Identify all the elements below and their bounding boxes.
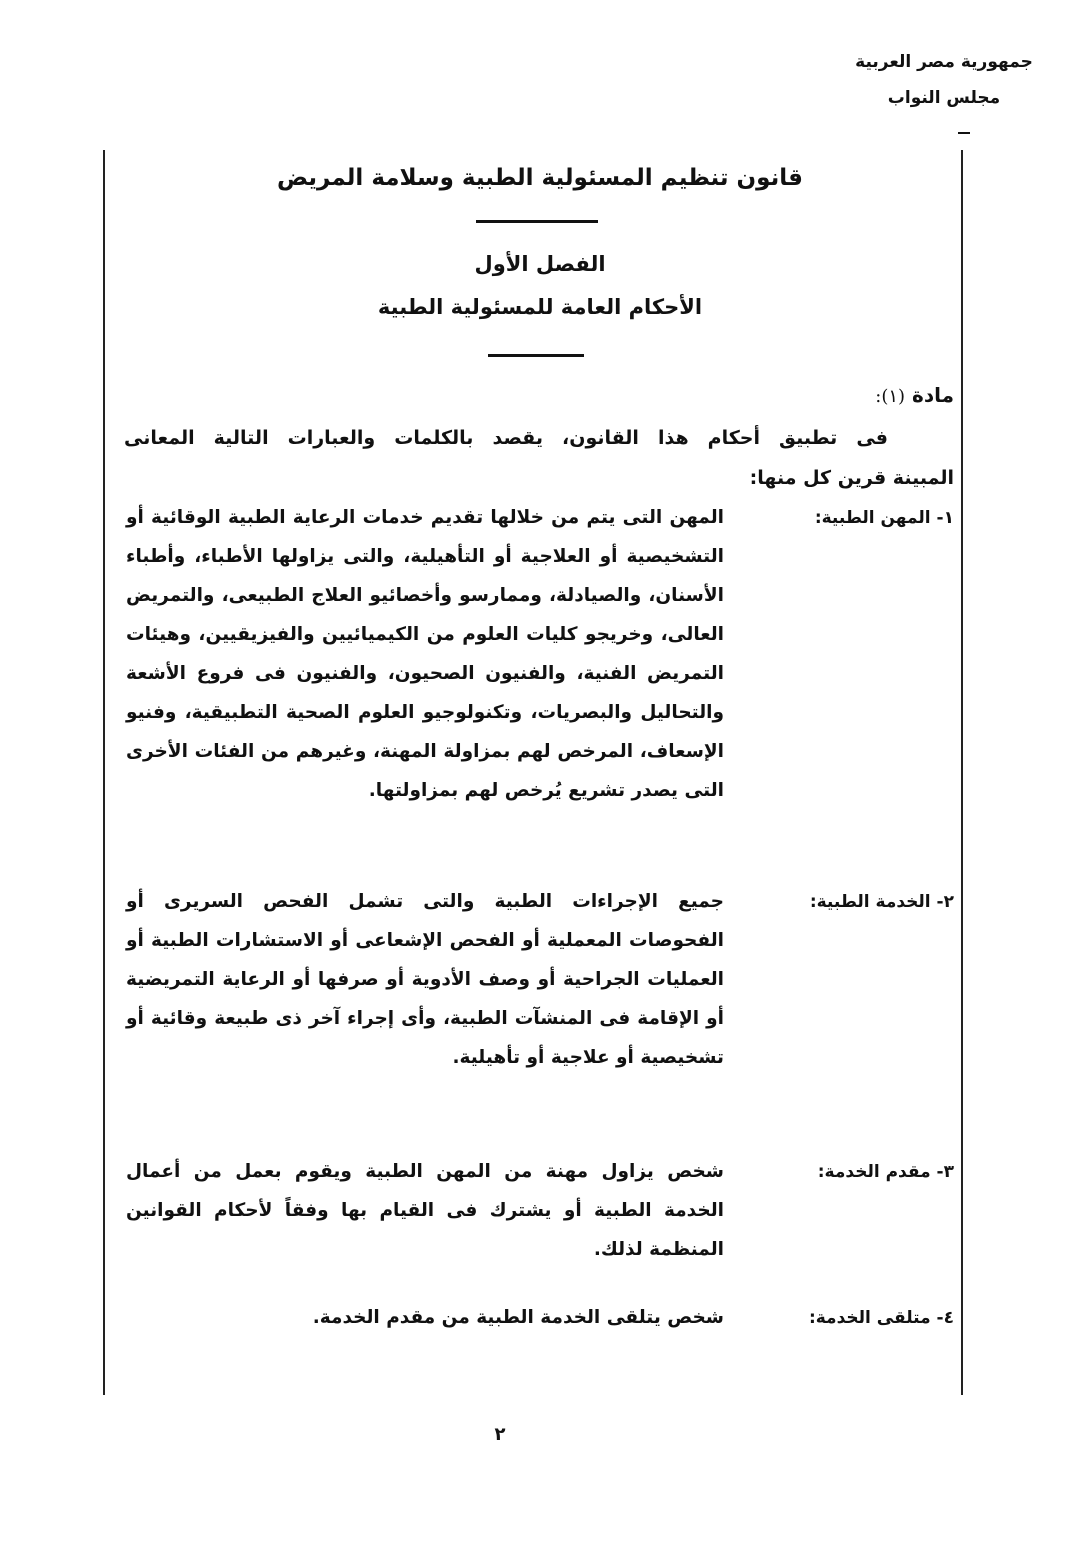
header-institution: مجلس النواب: [887, 88, 1001, 108]
chapter-divider: [488, 354, 584, 357]
page-number: ٢: [494, 1424, 506, 1445]
definition-text-4: شخص يتلقى الخدمة الطبية من مقدم الخدمة.: [312, 1307, 724, 1328]
right-margin-line: [961, 150, 963, 1395]
header-country: جمهورية مصر العربية: [855, 52, 1033, 72]
definition-term-4: ٤- متلقى الخدمة:: [808, 1308, 954, 1328]
definition-term-2: ٢- الخدمة الطبية:: [809, 892, 954, 912]
header-dash: [958, 132, 970, 134]
definition-term-3: ٣- مقدم الخدمة:: [817, 1162, 954, 1182]
law-title: قانون تنظيم المسئولية الطبية وسلامة المريض: [277, 165, 803, 191]
chapter-subtitle: الأحكام العامة للمسئولية الطبية: [377, 295, 703, 319]
definition-term-1: ١- المهن الطبية:: [814, 508, 954, 528]
article-label: مادة: [912, 383, 954, 407]
definition-text-1: المهن التى يتم من خلالها تقديم خدمات الرعاية الطبية الوقائية أو التشخيصية أو العلاجية أو التأهيلية، والتى يزاولها الأطباء، وأطباء الأسنان، والصيادلة، وممارسو وأخصائيو العلاج الطبيعى، والتمريض العالى، وخريجو كليات العلوم من الكيميائيين والفيزيقيين، وهيئات التمريض الفنية، والفنيون الصحيون، والفنيون فى فروع الأشعة والتحاليل والبصريات، وتكنولوجيو العلوم الصحية التطبيقية، وفنيو الإسعاف، المرخص لهم بمزاولة المهنة، وغيرهم من الفئات الأخرى التى يصدر تشريع يُرخص لهم بمزاولتها.: [126, 507, 724, 801]
article-intro-line-2: المبينة قرين كل منها:: [749, 467, 954, 489]
left-margin-line: [103, 150, 105, 1395]
article-number: (١):: [875, 386, 906, 407]
definition-text-3: شخص يزاول مهنة من المهن الطبية ويقوم بعمل من أعمال الخدمة الطبية أو يشترك فى القيام بها وفقاً لأحكام القوانين المنظمة لذلك.: [126, 1161, 724, 1260]
document-header: [844, 44, 1044, 116]
chapter-title: الفصل الأول: [474, 252, 606, 276]
article-intro-line-1: فى تطبيق أحكام هذا القانون، يقصد بالكلمات والعبارات التالية المعانى: [124, 427, 888, 449]
article-intro: [124, 418, 954, 498]
title-divider: [476, 220, 598, 223]
article-heading: [875, 378, 954, 414]
definition-text-2: جميع الإجراءات الطبية والتى تشمل الفحص السريرى أو الفحوصات المعملية أو الفحص الإشعاعى أو الاستشارات الطبية أو العمليات الجراحية أو وصف الأدوية أو صرفها أو الرعاية التمريضية أو الإقامة فى المنشآت الطبية، وأى إجراء آخر ذى طبيعة وقائية أو تشخيصية أو علاجية أو تأهيلية.: [126, 891, 724, 1068]
